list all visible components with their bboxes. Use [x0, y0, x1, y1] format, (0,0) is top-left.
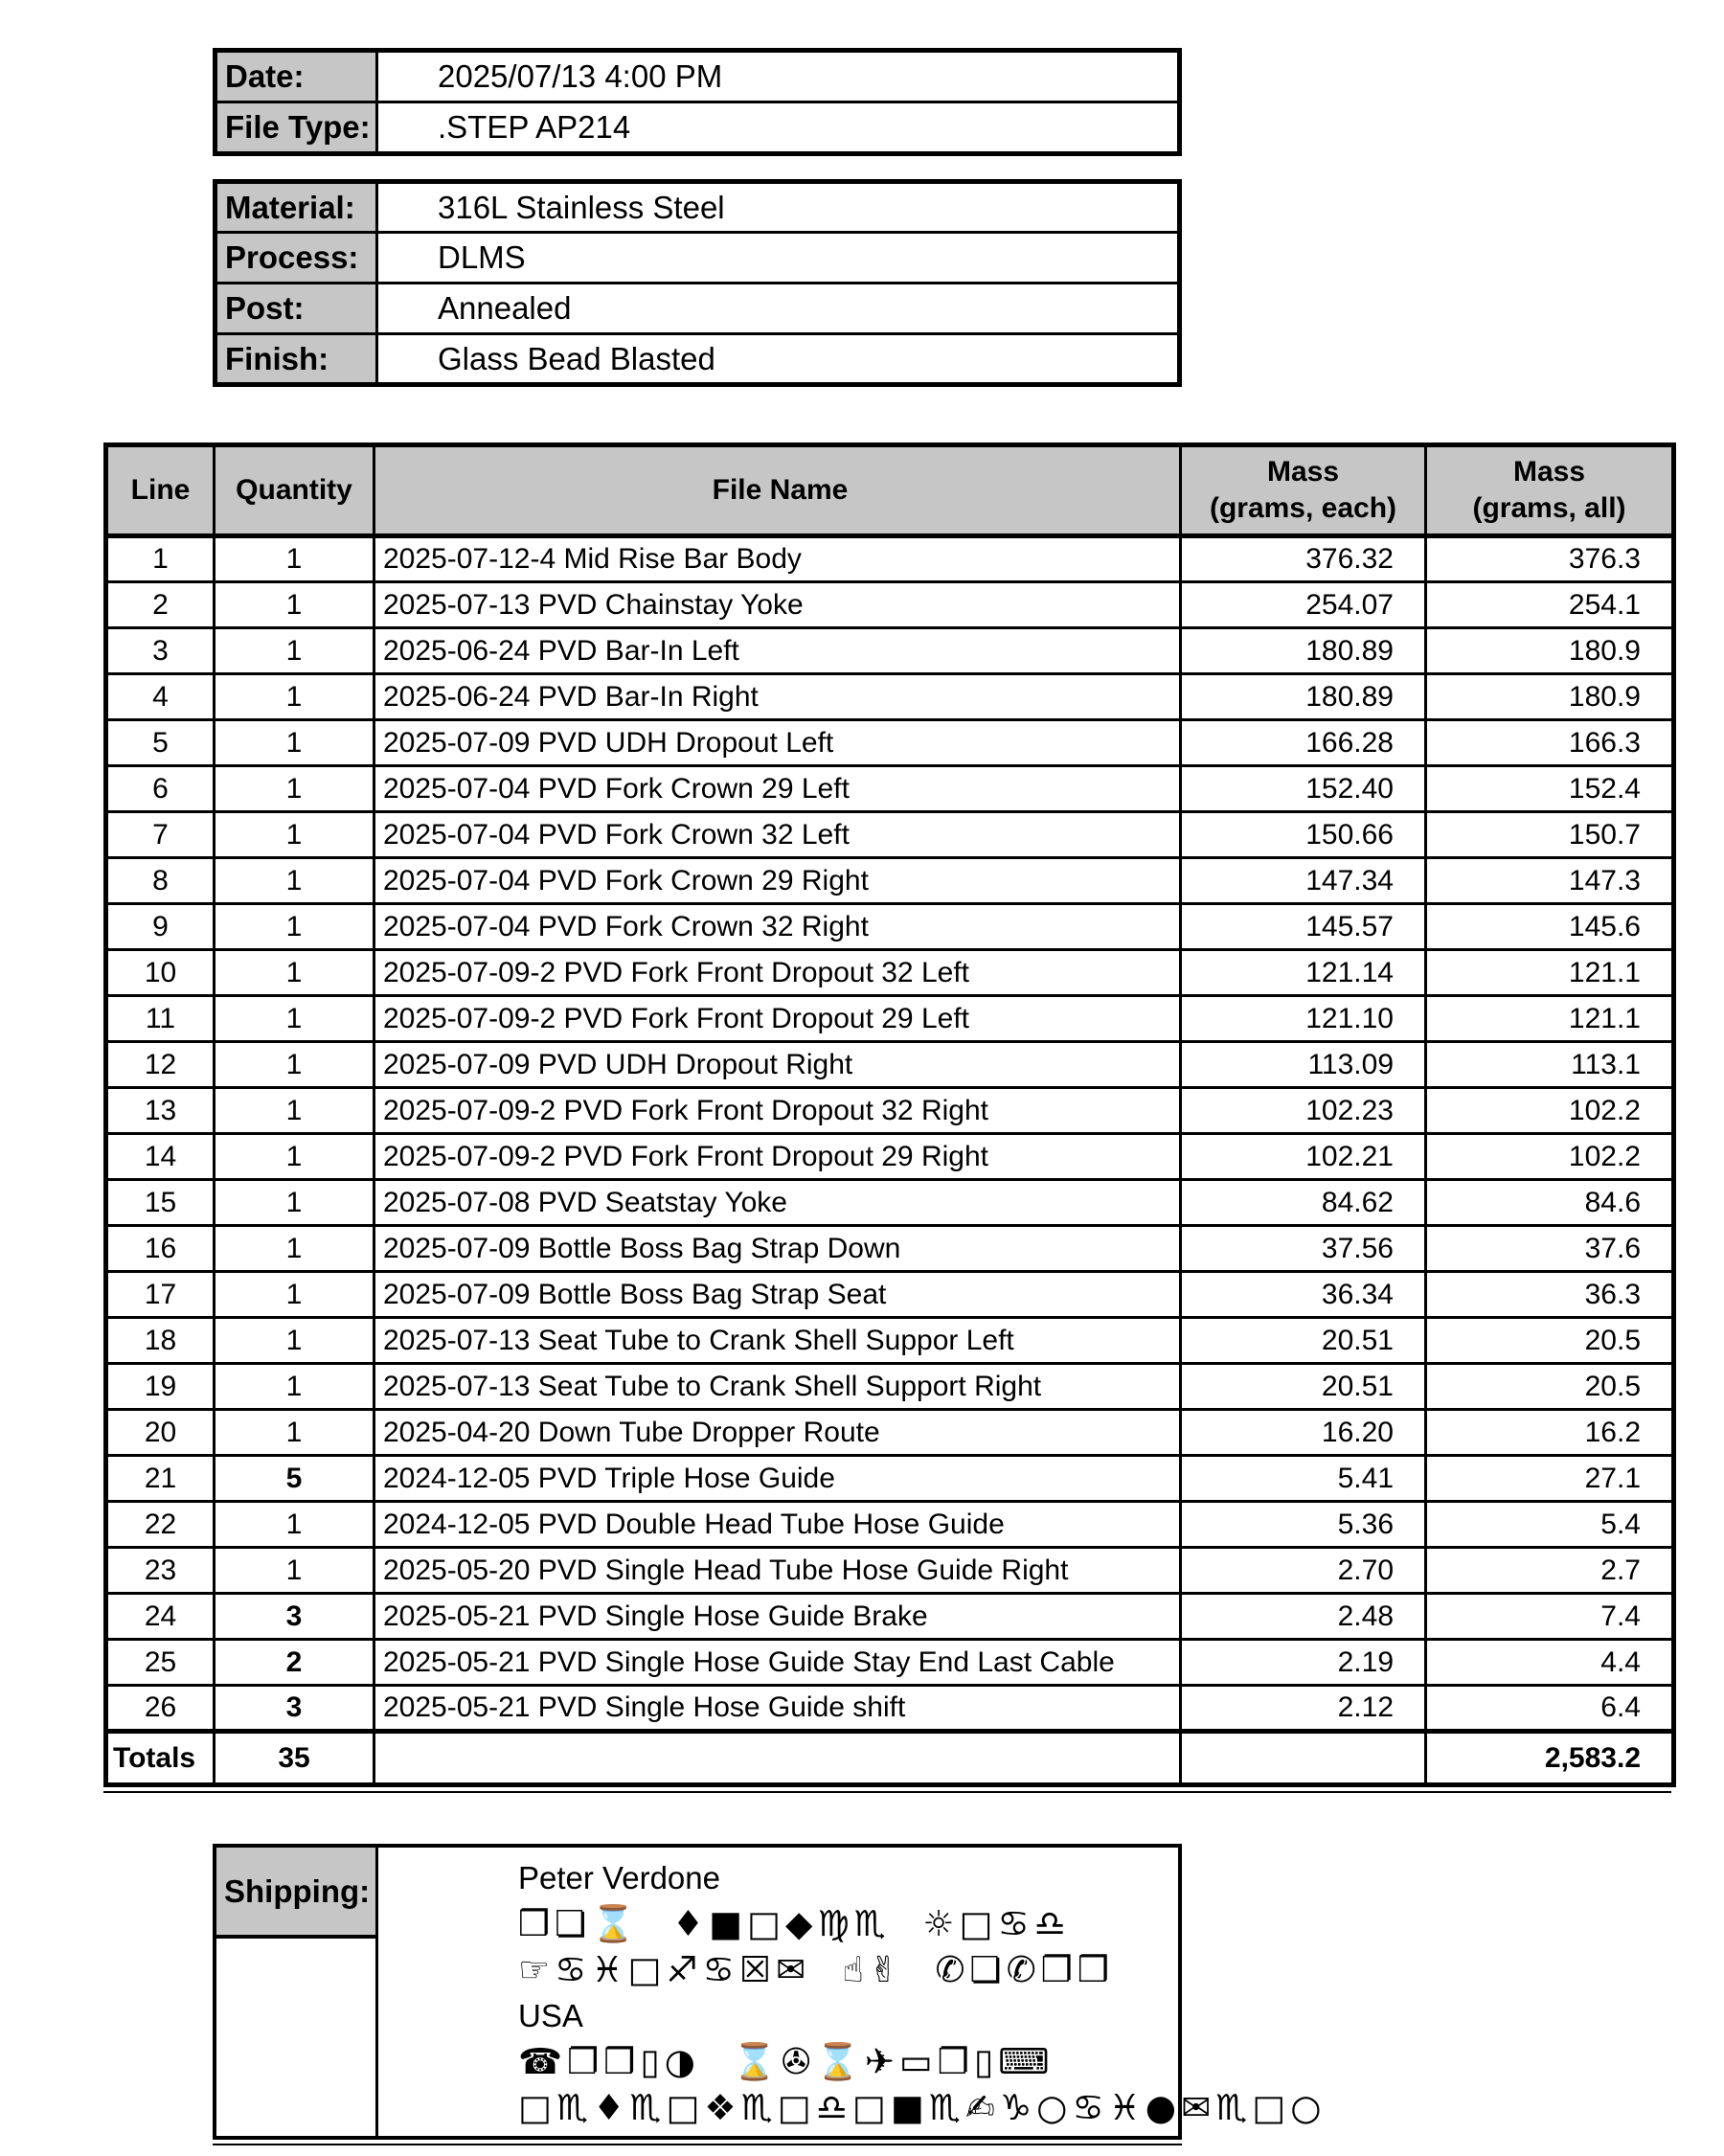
- address-line-obfuscated: ☞♋♓□♐♋☒✉ ☝✌ ✆❏✆❐❒: [518, 1949, 1115, 1990]
- mass-all-cell: 376.3: [1426, 536, 1674, 582]
- mass-all-cell: 180.9: [1426, 674, 1674, 720]
- address-line-obfuscated: ❒❏⌛ ♦■□◆♍♏ ☼□♋♎: [518, 1903, 1071, 1944]
- file-name-cell: 2025-07-09 Bottle Boss Bag Strap Seat: [374, 1272, 1181, 1318]
- file-name-cell: 2025-07-13 Seat Tube to Crank Shell Support Right: [374, 1364, 1181, 1410]
- file-name-cell: 2025-07-09 PVD UDH Dropout Left: [374, 720, 1181, 766]
- mass-each-cell: 20.51: [1181, 1318, 1426, 1364]
- mass-all-cell: 4.4: [1426, 1640, 1674, 1686]
- file-name-cell: 2025-07-04 PVD Fork Crown 29 Left: [374, 766, 1181, 812]
- recipient-name: Peter Verdone: [518, 1860, 720, 1895]
- file-name-cell: 2025-05-21 PVD Single Hose Guide Stay End Last Cable: [374, 1640, 1181, 1686]
- line-cell: 22: [106, 1502, 215, 1548]
- totals-empty-cell: [1181, 1732, 1426, 1785]
- table-row: [106, 1456, 1674, 1502]
- table-row: [216, 284, 1180, 334]
- quantity-cell: 1: [215, 1088, 374, 1134]
- mass-each-cell: 166.28: [1181, 720, 1426, 766]
- parts-body: [106, 536, 1674, 1732]
- parts-table-header: [106, 445, 1674, 536]
- post-label: Post:: [216, 284, 377, 334]
- col-header-line: Line: [106, 445, 215, 536]
- parts-table: [103, 443, 1676, 1787]
- col-header-quantity: Quantity: [215, 445, 374, 536]
- totals-label: Totals: [106, 1732, 215, 1785]
- col-header-mass-all: [1426, 445, 1674, 536]
- file-name-cell: 2025-07-09 PVD UDH Dropout Right: [374, 1042, 1181, 1088]
- file-name-cell: 2025-07-13 Seat Tube to Crank Shell Suppor Left: [374, 1318, 1181, 1364]
- file-info-table: [213, 48, 1182, 156]
- mass-each-cell: 2.12: [1181, 1686, 1426, 1732]
- mass-each-cell: 145.57: [1181, 904, 1426, 950]
- mass-all-cell: 20.5: [1426, 1318, 1674, 1364]
- file-name-cell: 2025-07-09-2 PVD Fork Front Dropout 29 Right: [374, 1134, 1181, 1180]
- quantity-cell: 1: [215, 1364, 374, 1410]
- line-cell: 1: [106, 536, 215, 582]
- quantity-cell: 1: [215, 674, 374, 720]
- mass-each-cell: 2.70: [1181, 1548, 1426, 1594]
- date-value: 2025/07/13 4:00 PM: [377, 51, 1180, 102]
- file-name-cell: 2025-05-20 PVD Single Head Tube Hose Guide Right: [374, 1548, 1181, 1594]
- table-row: [106, 1364, 1674, 1410]
- email-line-obfuscated: □♏♦♏□❖♏□♎□■♏✍♑○♋♓●✉♏□○: [518, 2087, 1327, 2128]
- table-row: [106, 1686, 1674, 1732]
- table-row: [216, 233, 1180, 284]
- quantity-cell: 1: [215, 812, 374, 858]
- mass-all-cell: 16.2: [1426, 1410, 1674, 1456]
- table-row: [106, 1502, 1674, 1548]
- phone-line-obfuscated: ☎❐❒▯◑ ⌛✇⌛✈▭❐▯⌨: [518, 2041, 1055, 2082]
- mass-each-cell: 254.07: [1181, 582, 1426, 628]
- mass-each-cell: 121.10: [1181, 996, 1426, 1042]
- table-row: [216, 102, 1180, 154]
- mass-all-cell: 5.4: [1426, 1502, 1674, 1548]
- spec-table: [213, 179, 1182, 387]
- table-bottom-rule: [103, 1791, 1671, 1793]
- quantity-cell: 3: [215, 1686, 374, 1732]
- line-cell: 17: [106, 1272, 215, 1318]
- table-row: [106, 536, 1674, 582]
- file-type-label: File Type:: [216, 102, 377, 154]
- table-row: [216, 51, 1180, 102]
- mass-each-cell: 5.41: [1181, 1456, 1426, 1502]
- quantity-cell: 2: [215, 1640, 374, 1686]
- table-row: [106, 904, 1674, 950]
- line-cell: 15: [106, 1180, 215, 1226]
- material-label: Material:: [216, 182, 377, 233]
- shipping-label: Shipping:: [216, 1848, 375, 1939]
- mass-each-cell: 102.23: [1181, 1088, 1426, 1134]
- material-value: 316L Stainless Steel: [377, 182, 1180, 233]
- col-header-mass-each: [1181, 445, 1426, 536]
- quantity-cell: 1: [215, 1502, 374, 1548]
- line-cell: 18: [106, 1318, 215, 1364]
- line-cell: 8: [106, 858, 215, 904]
- table-row: [106, 1272, 1674, 1318]
- mass-all-cell: 147.3: [1426, 858, 1674, 904]
- mass-all-cell: 180.9: [1426, 628, 1674, 674]
- post-value: Annealed: [377, 284, 1180, 334]
- totals-quantity: 35: [215, 1732, 374, 1785]
- quantity-cell: 1: [215, 1318, 374, 1364]
- date-label: Date:: [216, 51, 377, 102]
- line-cell: 21: [106, 1456, 215, 1502]
- quantity-cell: 1: [215, 766, 374, 812]
- quantity-cell: 1: [215, 720, 374, 766]
- file-name-cell: 2025-06-24 PVD Bar-In Left: [374, 628, 1181, 674]
- line-cell: 20: [106, 1410, 215, 1456]
- line-cell: 26: [106, 1686, 215, 1732]
- mass-all-cell: 84.6: [1426, 1180, 1674, 1226]
- file-name-cell: 2025-07-12-4 Mid Rise Bar Body: [374, 536, 1181, 582]
- mass-all-cell: 6.4: [1426, 1686, 1674, 1732]
- mass-all-cell: 102.2: [1426, 1088, 1674, 1134]
- mass-all-cell: 121.1: [1426, 950, 1674, 996]
- line-cell: 4: [106, 674, 215, 720]
- mass-each-cell: 113.09: [1181, 1042, 1426, 1088]
- quantity-cell: 1: [215, 996, 374, 1042]
- table-row: [106, 950, 1674, 996]
- col-header-mass-each-line2: (grams, each): [1209, 492, 1397, 524]
- file-name-cell: 2025-06-24 PVD Bar-In Right: [374, 674, 1181, 720]
- quantity-cell: 1: [215, 1180, 374, 1226]
- totals-empty-cell: [374, 1732, 1181, 1785]
- file-name-cell: 2025-07-13 PVD Chainstay Yoke: [374, 582, 1181, 628]
- country: USA: [518, 1998, 583, 2033]
- mass-all-cell: 37.6: [1426, 1226, 1674, 1272]
- mass-all-cell: 2.7: [1426, 1548, 1674, 1594]
- line-cell: 23: [106, 1548, 215, 1594]
- finish-label: Finish:: [216, 334, 377, 385]
- mass-each-cell: 37.56: [1181, 1226, 1426, 1272]
- quantity-cell: 1: [215, 904, 374, 950]
- mass-each-cell: 180.89: [1181, 674, 1426, 720]
- mass-all-cell: 113.1: [1426, 1042, 1674, 1088]
- file-name-cell: 2025-07-04 PVD Fork Crown 29 Right: [374, 858, 1181, 904]
- table-row: [106, 1088, 1674, 1134]
- quantity-cell: 1: [215, 858, 374, 904]
- file-name-cell: 2025-07-09 Bottle Boss Bag Strap Down: [374, 1226, 1181, 1272]
- line-cell: 12: [106, 1042, 215, 1088]
- line-cell: 16: [106, 1226, 215, 1272]
- file-name-cell: 2025-07-09-2 PVD Fork Front Dropout 32 Left: [374, 950, 1181, 996]
- totals-mass-all: 2,583.2: [1426, 1732, 1674, 1785]
- quantity-cell: 1: [215, 1134, 374, 1180]
- mass-all-cell: 20.5: [1426, 1364, 1674, 1410]
- table-row: [106, 674, 1674, 720]
- mass-each-cell: 121.14: [1181, 950, 1426, 996]
- line-cell: 2: [106, 582, 215, 628]
- mass-all-cell: 166.3: [1426, 720, 1674, 766]
- mass-each-cell: 2.48: [1181, 1594, 1426, 1640]
- line-cell: 14: [106, 1134, 215, 1180]
- line-cell: 13: [106, 1088, 215, 1134]
- mass-each-cell: 5.36: [1181, 1502, 1426, 1548]
- mass-all-cell: 152.4: [1426, 766, 1674, 812]
- line-cell: 6: [106, 766, 215, 812]
- quantity-cell: 1: [215, 1410, 374, 1456]
- quantity-cell: 1: [215, 536, 374, 582]
- header-row: [106, 445, 1674, 536]
- col-header-mass-all-line2: (grams, all): [1472, 492, 1626, 524]
- table-row: [106, 1594, 1674, 1640]
- quantity-cell: 1: [215, 628, 374, 674]
- shipping-label-column: [216, 1848, 378, 2136]
- quantity-cell: 3: [215, 1594, 374, 1640]
- table-row: [106, 1548, 1674, 1594]
- mass-all-cell: 102.2: [1426, 1134, 1674, 1180]
- quantity-cell: 1: [215, 582, 374, 628]
- mass-all-cell: 7.4: [1426, 1594, 1674, 1640]
- line-cell: 25: [106, 1640, 215, 1686]
- line-cell: 7: [106, 812, 215, 858]
- file-name-cell: 2025-07-04 PVD Fork Crown 32 Left: [374, 812, 1181, 858]
- mass-each-cell: 16.20: [1181, 1410, 1426, 1456]
- table-row: [106, 858, 1674, 904]
- line-cell: 10: [106, 950, 215, 996]
- table-row: [216, 334, 1180, 385]
- file-name-cell: 2025-07-08 PVD Seatstay Yoke: [374, 1180, 1181, 1226]
- table-row: [106, 1318, 1674, 1364]
- col-header-file-name: File Name: [374, 445, 1181, 536]
- table-row: [216, 182, 1180, 233]
- file-type-value: .STEP AP214: [377, 102, 1180, 154]
- table-row: [106, 1180, 1674, 1226]
- line-cell: 19: [106, 1364, 215, 1410]
- file-name-cell: 2024-12-05 PVD Double Head Tube Hose Guide: [374, 1502, 1181, 1548]
- process-value: DLMS: [377, 233, 1180, 284]
- shipping-box: [213, 1844, 1327, 2140]
- finish-value: Glass Bead Blasted: [377, 334, 1180, 385]
- mass-each-cell: 102.21: [1181, 1134, 1426, 1180]
- mass-each-cell: 20.51: [1181, 1364, 1426, 1410]
- table-row: [106, 1640, 1674, 1686]
- table-row: [106, 1042, 1674, 1088]
- quantity-cell: 1: [215, 1548, 374, 1594]
- shipping-content: [378, 1848, 1326, 2136]
- table-row: [106, 628, 1674, 674]
- file-name-cell: 2025-07-09-2 PVD Fork Front Dropout 32 Right: [374, 1088, 1181, 1134]
- quantity-cell: 5: [215, 1456, 374, 1502]
- table-row: [106, 1226, 1674, 1272]
- file-name-cell: 2024-12-05 PVD Triple Hose Guide: [374, 1456, 1181, 1502]
- line-cell: 9: [106, 904, 215, 950]
- table-row: [106, 812, 1674, 858]
- table-row: [106, 1134, 1674, 1180]
- mass-each-cell: 2.19: [1181, 1640, 1426, 1686]
- totals-row: [106, 1732, 1674, 1785]
- quantity-cell: 1: [215, 950, 374, 996]
- mass-all-cell: 121.1: [1426, 996, 1674, 1042]
- mass-each-cell: 152.40: [1181, 766, 1426, 812]
- table-row: [106, 996, 1674, 1042]
- table-row: [106, 766, 1674, 812]
- file-name-cell: 2025-07-04 PVD Fork Crown 32 Right: [374, 904, 1181, 950]
- parts-table-footer: [106, 1732, 1674, 1785]
- mass-each-cell: 376.32: [1181, 536, 1426, 582]
- col-header-mass-all-line1: Mass: [1512, 456, 1586, 488]
- file-name-cell: 2025-05-21 PVD Single Hose Guide shift: [374, 1686, 1181, 1732]
- shipping-bottom-rule: [213, 2144, 1182, 2145]
- line-cell: 3: [106, 628, 215, 674]
- table-row: [106, 720, 1674, 766]
- file-name-cell: 2025-07-09-2 PVD Fork Front Dropout 29 Left: [374, 996, 1181, 1042]
- table-row: [106, 1410, 1674, 1456]
- mass-each-cell: 180.89: [1181, 628, 1426, 674]
- line-cell: 24: [106, 1594, 215, 1640]
- mass-each-cell: 147.34: [1181, 858, 1426, 904]
- file-name-cell: 2025-05-21 PVD Single Hose Guide Brake: [374, 1594, 1181, 1640]
- quantity-cell: 1: [215, 1272, 374, 1318]
- mass-all-cell: 150.7: [1426, 812, 1674, 858]
- quantity-cell: 1: [215, 1226, 374, 1272]
- mass-each-cell: 36.34: [1181, 1272, 1426, 1318]
- mass-each-cell: 150.66: [1181, 812, 1426, 858]
- mass-all-cell: 36.3: [1426, 1272, 1674, 1318]
- col-header-mass-each-line1: Mass: [1266, 456, 1340, 488]
- line-cell: 11: [106, 996, 215, 1042]
- file-name-cell: 2025-04-20 Down Tube Dropper Route: [374, 1410, 1181, 1456]
- process-label: Process:: [216, 233, 377, 284]
- mass-each-cell: 84.62: [1181, 1180, 1426, 1226]
- quantity-cell: 1: [215, 1042, 374, 1088]
- line-cell: 5: [106, 720, 215, 766]
- mass-all-cell: 27.1: [1426, 1456, 1674, 1502]
- mass-all-cell: 145.6: [1426, 904, 1674, 950]
- mass-all-cell: 254.1: [1426, 582, 1674, 628]
- table-row: [106, 582, 1674, 628]
